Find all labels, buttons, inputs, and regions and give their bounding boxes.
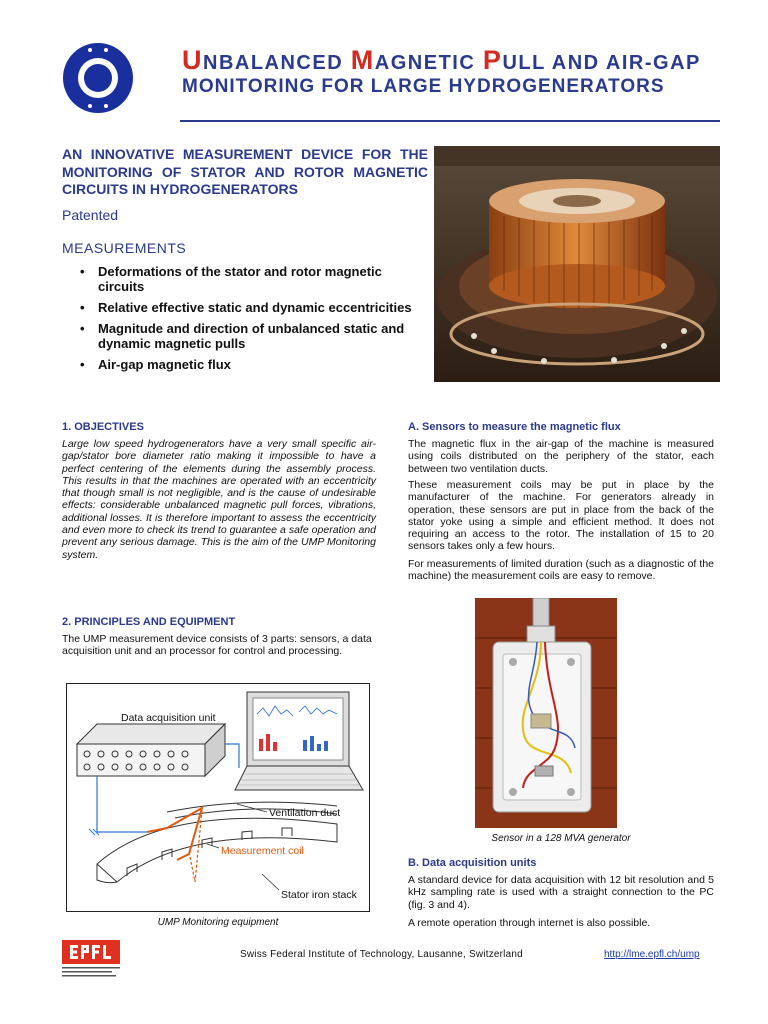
daq-paragraph: A standard device for data acquisition with 12 bit resolution and 5 kHz sampling rate is used with a straight connection to the PC (fig. 3 and 4). [408, 874, 714, 911]
lab-logo-icon [62, 42, 134, 114]
header-divider [180, 120, 720, 122]
hydrogenerator-photo [434, 146, 720, 382]
objectives-title: 1. OBJECTIVES [62, 421, 144, 433]
sensor-caption: Sensor in a 128 MVA generator [491, 833, 631, 844]
footer-link[interactable]: http://lme.epfl.ch/ump [604, 949, 700, 960]
daq-paragraph: A remote operation through internet is also possible. [408, 917, 651, 929]
daq-label: Data acquisition unit [121, 712, 216, 724]
patented-label: Patented [62, 207, 119, 223]
epfl-logo-icon [62, 940, 120, 978]
principles-text: The UMP measurement device consists of 3 parts: sensors, a data acquisition unit and an processor for control and processing. [62, 633, 372, 658]
list-item: • Relative effective static and dynamic eccentricities [78, 300, 418, 315]
equipment-diagram [66, 683, 370, 912]
page-title-line1: UNBALANCED MAGNETIC PULL AND AIR-GAP [182, 45, 701, 75]
duct-label: Ventilation duct [269, 807, 341, 819]
measurements-list [78, 264, 418, 378]
sensors-title: A. Sensors to measure the magnetic flux [408, 421, 621, 433]
stack-label: Stator iron stack [281, 889, 357, 901]
measurements-heading: MEASUREMENTS [62, 240, 187, 256]
list-item: • Air-gap magnetic flux [78, 357, 418, 372]
sensor-photo [475, 598, 617, 828]
sensors-paragraph: The magnetic flux in the air-gap of the machine is measured using coils distributed on the periphery of the stator, each between two ventilation ducts. [408, 438, 714, 475]
daq-title: B. Data acquisition units [408, 857, 537, 869]
objectives-text: Large low speed hydrogenerators have a very small specific air-gap/stator bore diameter ratio making it impossible to have a perfect centering of the elements during the assembly process. This results in that the machines are operated with an eccentricity that though small is not negligible, and is the cause of undesirable effects: considerable unbalanced magnetic pull forces, vibrations, additional losses. It is therefore important to assess the eccentricity and even more to check its trend to guarantee a safe operation and prevent any serious damage. This is the aim of the UMP Monitoring system. [62, 438, 376, 561]
page-title-line2: MONITORING FOR LARGE HYDROGENERATORS [182, 76, 665, 97]
principles-title: 2. PRINCIPLES AND EQUIPMENT [62, 616, 236, 628]
sensors-paragraph: For measurements of limited duration (such as a diagnostic of the machine) the measurement coils are easy to remove. [408, 558, 714, 583]
intro-headline: AN INNOVATIVE MEASUREMENT DEVICE FOR THE MONITORING OF STATOR AND ROTOR MAGNETIC CIRCUITS IN HYDROGENERATORS [62, 146, 428, 197]
list-item: • Magnitude and direction of unbalanced static and dynamic magnetic pulls [78, 321, 418, 351]
list-item: • Deformations of the stator and rotor magnetic circuits [78, 264, 418, 294]
sensors-paragraph: These measurement coils may be put in place by the manufacturer of the machine. For generators already in operation, these sensors are put in place from the back of the stator yoke using a simple and efficient method. It does not requiring an access to the rotor. The installation of 15 to 20 sensors takes only a few hours. [408, 479, 714, 553]
coil-label: Measurement coil [221, 845, 304, 857]
diagram-caption: UMP Monitoring equipment [157, 917, 279, 928]
footer-institution: Swiss Federal Institute of Technology, Lausanne, Switzerland [240, 949, 523, 960]
